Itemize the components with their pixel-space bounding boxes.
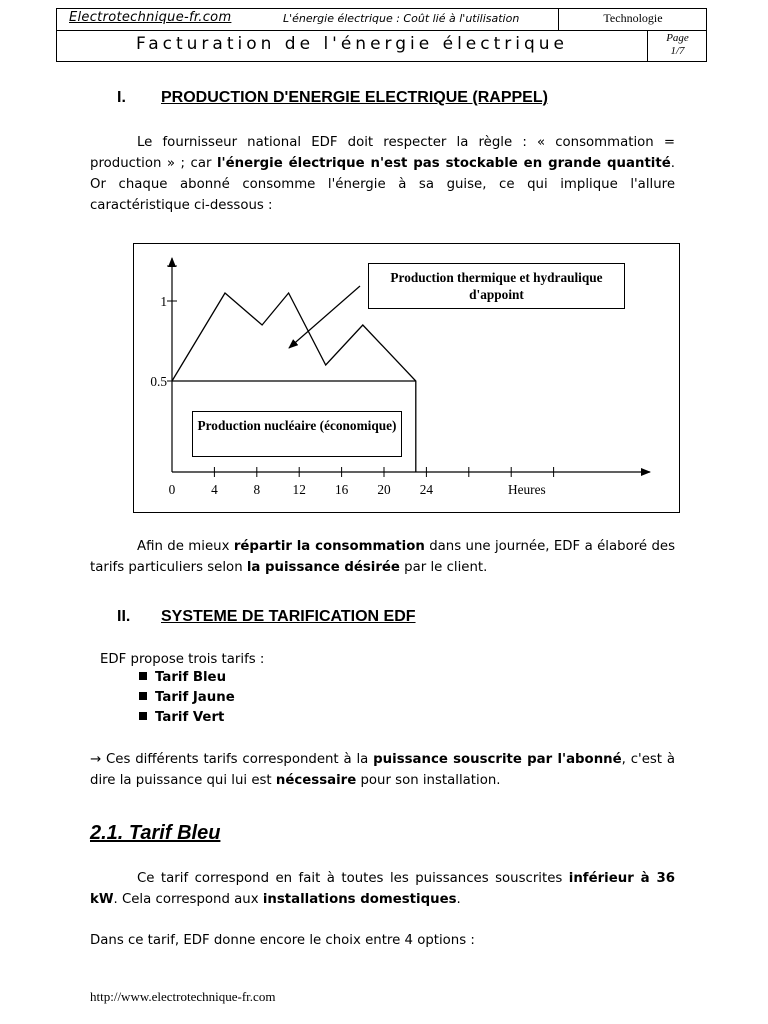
header-subtitle: L'énergie électrique : Coût lié à l'utilisation <box>283 12 520 25</box>
x-tick-label: 4 <box>211 482 218 497</box>
bullet-square-icon <box>139 692 147 700</box>
text-run: par le client. <box>399 560 488 575</box>
tariff-item <box>139 668 235 688</box>
tariff-label: Tarif Vert <box>155 710 225 725</box>
x-tick-label: 20 <box>377 482 391 497</box>
tariff-label: Tarif Jaune <box>155 690 235 705</box>
tariffs-intro: EDF propose trois tarifs : <box>100 652 265 667</box>
tarif-bleu-heading: 2.1. Tarif Bleu <box>90 822 221 844</box>
text-run: . <box>456 892 461 907</box>
text-run: → Ces différents tarifs correspondent à la <box>90 752 374 767</box>
text-run: Ce tarif correspond en fait à toutes les puissances souscrites <box>137 871 569 886</box>
tariff-label: Tarif Bleu <box>155 670 227 685</box>
chart-tick-labels <box>150 294 545 497</box>
consumption-chart <box>133 243 680 513</box>
emphasized-text: répartir la consommation <box>233 539 425 554</box>
bullet-square-icon <box>139 672 147 680</box>
y-tick-label: 1 <box>160 294 167 309</box>
distribution-paragraph <box>90 536 675 578</box>
site-name: Electrotechnique-fr.com <box>69 10 232 25</box>
footer-url: http://www.electrotechnique-fr.com <box>90 989 276 1004</box>
text-run: Afin de mieux <box>137 539 234 554</box>
tariff-list <box>139 668 235 728</box>
text-run: . Cela correspond aux <box>113 892 263 907</box>
nuclear-production-box <box>192 411 402 457</box>
section2-title: SYSTEME DE TARIFICATION EDF <box>161 608 416 625</box>
page-header <box>56 8 707 62</box>
emphasized-text: installations domestiques <box>262 892 457 907</box>
emphasized-text: l'énergie électrique n'est pas stockable en grande quantité <box>216 156 671 171</box>
tarif-bleu-paragraph <box>90 868 675 910</box>
tariff-item <box>139 708 235 728</box>
nuclear-production-label: Production nucléaire (économique) <box>197 418 397 433</box>
y-tick-label: 0.5 <box>150 374 167 389</box>
section1-paragraph <box>90 132 675 216</box>
x-tick-label: 0 <box>168 482 176 497</box>
bullet-square-icon <box>139 712 147 720</box>
peak-production-box <box>368 263 625 309</box>
page-label: Page <box>666 32 689 44</box>
text-run: Le fournisseur national EDF doit respecter la règle : « consommation = production » ; car <box>90 135 675 171</box>
emphasized-text: la puissance désirée <box>246 560 400 575</box>
document-title: Facturation de l'énergie électrique <box>136 34 568 54</box>
page-indicator <box>648 30 707 58</box>
page-number: 1/7 <box>670 45 685 57</box>
subscribed-power-paragraph <box>90 749 675 791</box>
peak-production-label: Production thermique et hydraulique d'appoint <box>390 270 603 302</box>
emphasized-text: puissance souscrite par l'abonné <box>373 752 622 767</box>
emphasized-text: nécessaire <box>275 773 357 788</box>
x-tick-label: 12 <box>292 482 306 497</box>
x-tick-label: 8 <box>253 482 261 497</box>
section1-title: PRODUCTION D'ENERGIE ELECTRIQUE (RAPPEL) <box>161 89 548 106</box>
x-tick-label: 16 <box>334 482 349 497</box>
section2-number: II. <box>117 608 131 625</box>
section1-number: I. <box>117 89 126 106</box>
text-run: , c'est à dire la puissance qui lui est <box>90 752 675 788</box>
text-run: dans une journée, EDF a élaboré des tarifs particuliers selon <box>90 539 676 575</box>
text-run: . Or chaque abonné consomme l'énergie à sa guise, ce qui implique l'allure caractéristique ci-dessous : <box>90 156 675 213</box>
header-category: Technologie <box>603 11 663 25</box>
x-tick-label: 24 <box>419 482 434 497</box>
emphasized-text: inférieur à 36 kW <box>90 871 675 907</box>
tariff-item <box>139 688 235 708</box>
x-axis-label: Heures <box>508 482 546 497</box>
text-run: pour son installation. <box>356 773 501 788</box>
options-paragraph: Dans ce tarif, EDF donne encore le choix entre 4 options : <box>90 933 475 948</box>
